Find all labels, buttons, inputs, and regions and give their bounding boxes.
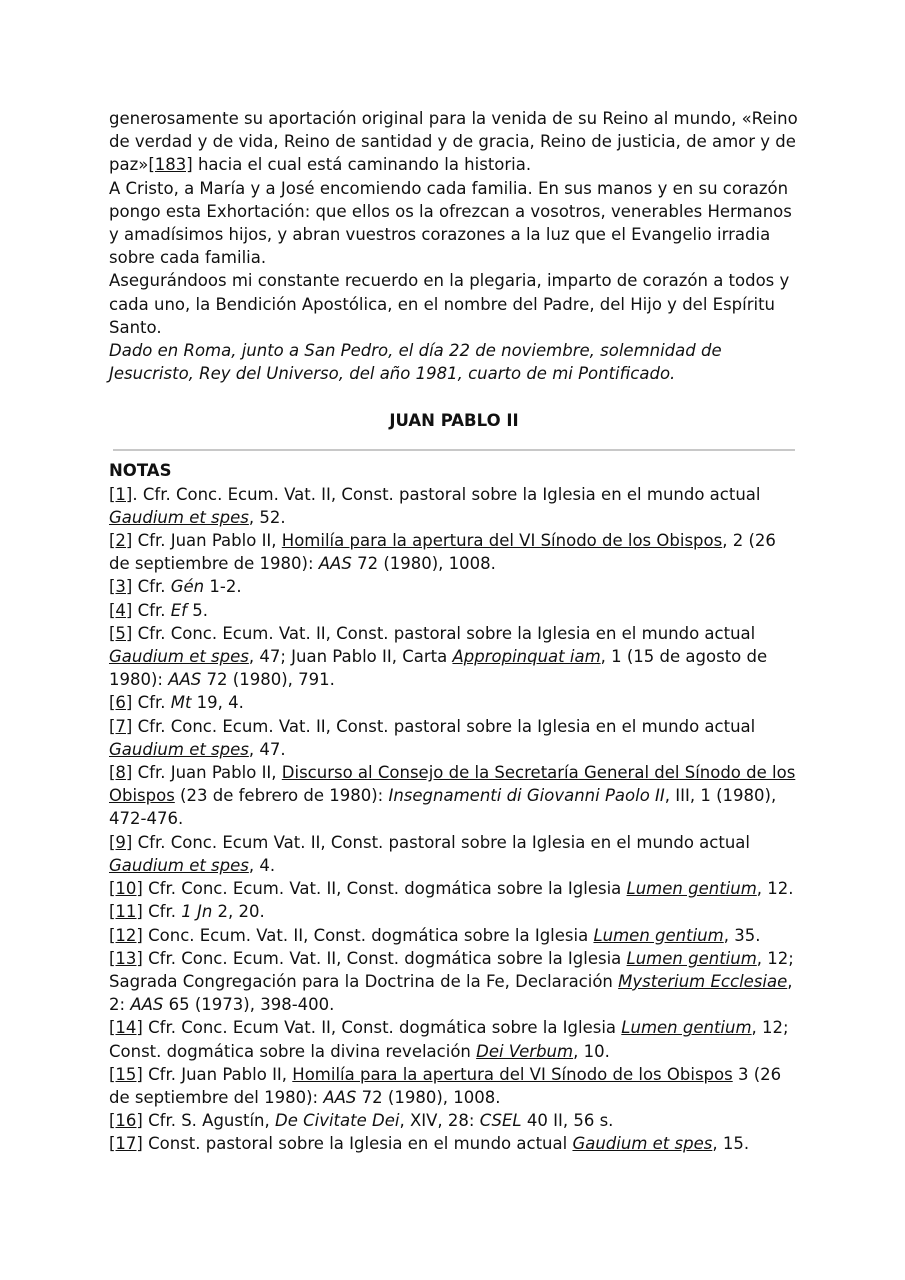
- footnote-item: [109, 715, 799, 761]
- footnote-item: [109, 622, 799, 692]
- footnote-link[interactable]: [14]: [109, 1018, 143, 1038]
- note-text: , 2 (26 de septiembre de 1980):: [109, 531, 776, 574]
- note-text: Cfr. Conc. Ecum. Vat. II, Const. dogmática sobre la Iglesia: [142, 948, 627, 968]
- footnote-item: [109, 599, 799, 622]
- paragraph-closing: [109, 107, 799, 177]
- paragraph-text: generosamente su aportación original para la venida de su Reino al mundo, «Reino de verdad y de vida, Reino de santidad y de gracia, Reino de justicia, de amor y de paz»: [109, 109, 798, 175]
- note-text: Cfr. S. Agustín,: [142, 1111, 275, 1131]
- note-text: Cfr. Conc. Ecum. Vat. II, Const. pastoral sobre la Iglesia en el mundo actual: [132, 623, 756, 643]
- note-work-title: Discurso al Consejo de la Secretaría General del Sínodo de los Obispos: [109, 763, 796, 806]
- footnote-link[interactable]: [5]: [109, 623, 133, 643]
- footnote-link[interactable]: [11]: [109, 902, 143, 922]
- footnote-link[interactable]: [12]: [109, 925, 143, 945]
- note-text: 5.: [186, 600, 208, 620]
- footnote-link[interactable]: [7]: [109, 716, 133, 736]
- paragraph-entrustment: A Cristo, a María y a José encomiendo cada familia. En sus manos y en su corazón pongo esta Exhortación: que ellos os la ofrezcan a vosotros, venerables Hermanos y amadísimos hijos, y abran vuestros corazones a la luz que el Evangelio irradia sobre cada familia.: [109, 178, 792, 268]
- note-text: , 12.: [756, 879, 794, 899]
- note-text: (23 de febrero de 1980):: [174, 786, 389, 806]
- note-book: 1 Jn: [181, 902, 213, 922]
- note-text: 2, 20.: [212, 902, 265, 922]
- footnote-item: [109, 1132, 799, 1155]
- note-text: Cfr. Conc. Ecum. Vat. II, Const. pastoral sobre la Iglesia en el mundo actual: [132, 716, 756, 736]
- note-text: Cfr.: [142, 902, 182, 922]
- footnote-link[interactable]: [4]: [109, 600, 133, 620]
- note-text: 65 (1973), 398-400.: [163, 995, 335, 1015]
- footnote-link-183[interactable]: [183]: [148, 155, 193, 175]
- footnote-item: [109, 831, 799, 877]
- footnote-item: [109, 761, 799, 831]
- note-work-title: Dei Verbum: [476, 1041, 574, 1061]
- footnote-item: [109, 1109, 799, 1132]
- note-work-title: Lumen gentium: [626, 879, 757, 899]
- footnote-item: [109, 691, 799, 714]
- footnote-link[interactable]: [1]: [109, 484, 133, 504]
- note-text: Cfr.: [132, 577, 171, 597]
- note-text: 1-2.: [204, 577, 242, 597]
- footnote-item: [109, 483, 799, 529]
- note-book: Gén: [170, 577, 205, 597]
- note-text: Cfr.: [132, 600, 171, 620]
- note-text: Cfr. Juan Pablo II,: [132, 763, 282, 783]
- note-work-title: Gaudium et spes: [109, 739, 249, 759]
- note-book: Ef: [170, 600, 187, 620]
- footnote-item: [109, 575, 799, 598]
- footnote-link[interactable]: [9]: [109, 832, 133, 852]
- note-text: , 1 (15 de agosto de 1980):: [109, 647, 768, 690]
- note-text: , 52.: [248, 507, 286, 527]
- note-work-title: Homilía para la apertura del VI Sínodo de los Obispos: [292, 1064, 733, 1084]
- footnote-link[interactable]: [17]: [109, 1134, 143, 1154]
- paragraph-text: hacia el cual está caminando la historia.: [192, 155, 532, 175]
- note-text: , 47; Juan Pablo II, Carta: [248, 647, 453, 667]
- note-journal: AAS: [130, 995, 164, 1015]
- note-journal: AAS: [318, 554, 352, 574]
- note-text: , 4.: [248, 855, 276, 875]
- note-text: , 35.: [723, 925, 761, 945]
- note-text: Cfr.: [132, 693, 171, 713]
- note-journal: Insegnamenti di Giovanni Paolo II: [388, 786, 665, 806]
- note-text: Cfr. Juan Pablo II,: [132, 531, 282, 551]
- footnote-item: [109, 1016, 799, 1062]
- note-text: Cfr. Conc. Ecum. Vat. II, Const. dogmática sobre la Iglesia: [142, 879, 627, 899]
- footnote-item: [109, 924, 799, 947]
- note-work-title: Gaudium et spes: [572, 1134, 713, 1154]
- paragraph-dated: Dado en Roma, junto a San Pedro, el día 22 de noviembre, solemnidad de Jesucristo, Rey del Universo, del año 1981, cuarto de mi Pontificado.: [109, 341, 722, 384]
- note-text: 40 II, 56 s.: [521, 1111, 614, 1131]
- footnote-item: [109, 1063, 799, 1109]
- note-work-title: Appropinquat iam: [452, 647, 601, 667]
- footnote-link[interactable]: [16]: [109, 1111, 143, 1131]
- footnote-item: [109, 900, 799, 923]
- note-text: , XIV, 28:: [399, 1111, 480, 1131]
- note-text: , 15.: [712, 1134, 750, 1154]
- horizontal-divider: [113, 449, 795, 451]
- note-work-title: Mysterium Ecclesiae: [618, 971, 788, 991]
- footnote-item: [109, 529, 799, 575]
- note-text: Cfr. Juan Pablo II,: [142, 1064, 293, 1084]
- note-work-title: Lumen gentium: [621, 1018, 752, 1038]
- footnote-link[interactable]: [13]: [109, 948, 143, 968]
- note-text: , 12; Const. dogmática sobre la divina revelación: [109, 1018, 789, 1061]
- note-text: 72 (1980), 791.: [201, 670, 335, 690]
- note-text: Cfr. Conc. Ecum Vat. II, Const. dogmática sobre la Iglesia: [142, 1018, 622, 1038]
- note-text: 72 (1980), 1008.: [351, 554, 496, 574]
- note-text: Cfr. Conc. Ecum Vat. II, Const. pastoral sobre la Iglesia en el mundo actual: [132, 832, 750, 852]
- note-work-title: Gaudium et spes: [109, 507, 249, 527]
- note-work-title: Lumen gentium: [593, 925, 724, 945]
- footnote-item: [109, 877, 799, 900]
- footnote-link[interactable]: [10]: [109, 879, 143, 899]
- note-work-title: Lumen gentium: [626, 948, 757, 968]
- note-text: Const. pastoral sobre la Iglesia en el mundo actual: [142, 1134, 573, 1154]
- footnote-item: [109, 947, 799, 1017]
- note-work-title: Homilía para la apertura del VI Sínodo de los Obispos: [281, 531, 723, 551]
- note-text: , III, 1 (1980), 472-476.: [109, 786, 777, 829]
- note-journal: AAS: [168, 670, 202, 690]
- note-work-title: Gaudium et spes: [109, 647, 249, 667]
- footnote-link[interactable]: [15]: [109, 1064, 143, 1084]
- note-journal: CSEL: [479, 1111, 522, 1131]
- note-text: 19, 4.: [191, 693, 244, 713]
- note-text: , 2:: [109, 971, 793, 1015]
- signature: JUAN PABLO II: [389, 411, 519, 431]
- document-page: [109, 107, 799, 1156]
- note-text: , 10.: [573, 1041, 610, 1061]
- note-text: 3 (26 de septiembre del 1980):: [109, 1064, 782, 1107]
- footnote-link[interactable]: [6]: [109, 693, 133, 713]
- note-journal: AAS: [323, 1087, 357, 1107]
- note-work-title: Gaudium et spes: [109, 855, 249, 875]
- note-text: , 12; Sagrada Congregación para la Doctrina de la Fe, Declaración: [109, 948, 794, 991]
- note-text: Conc. Ecum. Vat. II, Const. dogmática sobre la Iglesia: [142, 925, 594, 945]
- note-text: , 47.: [248, 739, 286, 759]
- note-text: . Cfr. Conc. Ecum. Vat. II, Const. pastoral sobre la Iglesia en el mundo actual: [132, 484, 761, 504]
- footnote-link[interactable]: [2]: [109, 531, 133, 551]
- notes-heading: NOTAS: [109, 461, 172, 481]
- note-work-title: De Civitate Dei: [275, 1111, 400, 1131]
- paragraph-blessing: Asegurándoos mi constante recuerdo en la plegaria, imparto de corazón a todos y cada uno, la Bendición Apostólica, en el nombre del Padre, del Hijo y del Espíritu Santo.: [109, 271, 790, 337]
- note-book: Mt: [170, 693, 192, 713]
- note-text: 72 (1980), 1008.: [356, 1087, 501, 1107]
- footnote-link[interactable]: [8]: [109, 763, 133, 783]
- footnote-link[interactable]: [3]: [109, 577, 133, 597]
